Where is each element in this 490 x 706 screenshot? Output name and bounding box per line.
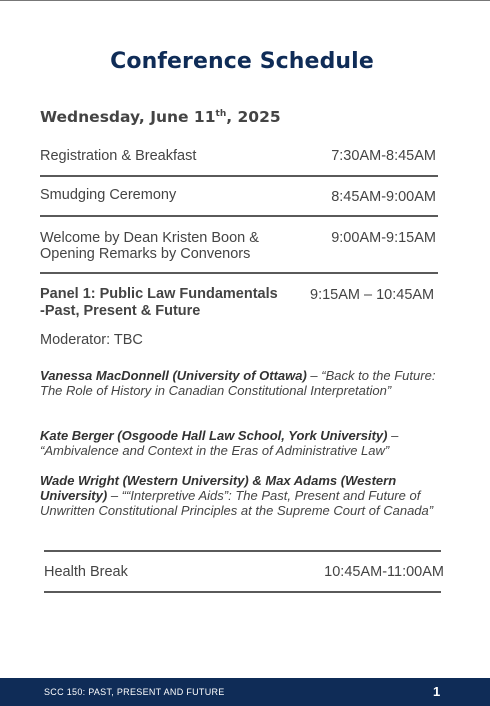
date-ordinal: th: [215, 109, 227, 119]
talk-title: – “Back to the Future: The Role of History in Canadian Constitutional Interpretation”: [40, 368, 436, 398]
talk-entry: [40, 473, 440, 518]
panel-title-line: Panel 1: Public Law Fundamentals: [40, 286, 278, 302]
schedule-item-time: 9:00AM-9:15AM: [331, 230, 436, 246]
schedule-item-time: 7:30AM-8:45AM: [331, 148, 436, 164]
divider: [44, 550, 441, 552]
schedule-item-label: [40, 230, 259, 262]
schedule-item-label: Health Break: [44, 564, 128, 580]
panel-title-line: -Past, Present & Future: [40, 303, 201, 319]
talk-title: – ““Interpretive Aids”: The Past, Present and Future of Unwritten Constitutional Principles at the Supreme Court of Canada”: [40, 488, 434, 518]
talk-speakers: Wade Wright (Western University) & Max Adams (Western University): [40, 473, 397, 503]
schedule-item-time: 8:45AM-9:00AM: [331, 189, 436, 205]
schedule-item-label-line: Opening Remarks by Convenors: [40, 246, 251, 262]
talk-speakers: Vanessa MacDonnell (University of Ottawa): [40, 368, 307, 383]
talk-speakers: Kate Berger (Osgoode Hall Law School, York University): [40, 428, 388, 443]
divider: [40, 175, 438, 177]
schedule-date: [40, 108, 281, 126]
divider: [44, 591, 441, 593]
page-title: Conference Schedule: [110, 49, 374, 74]
date-main: Wednesday, June 11: [40, 108, 216, 126]
page-footer: [0, 678, 490, 706]
page-number: 1: [433, 684, 441, 699]
talk-title: – “Ambivalence and Context in the Eras of Administrative Law”: [40, 428, 399, 458]
talk-entry: [40, 368, 440, 398]
divider: [40, 215, 438, 217]
schedule-item-label: Registration & Breakfast: [40, 148, 197, 164]
panel-title: [40, 286, 310, 320]
divider: [40, 272, 438, 274]
schedule-item-label: Smudging Ceremony: [40, 187, 177, 203]
schedule-item-label-line: Welcome by Dean Kristen Boon &: [40, 230, 259, 246]
top-border: [0, 0, 490, 1]
panel-moderator: Moderator: TBC: [40, 332, 143, 348]
panel-time: 9:15AM – 10:45AM: [310, 287, 435, 303]
date-year: , 2025: [226, 108, 281, 126]
footer-title: SCC 150: PAST, PRESENT AND FUTURE: [44, 687, 225, 697]
talk-entry: [40, 428, 440, 458]
schedule-item-time: 10:45AM-11:00AM: [324, 564, 444, 580]
